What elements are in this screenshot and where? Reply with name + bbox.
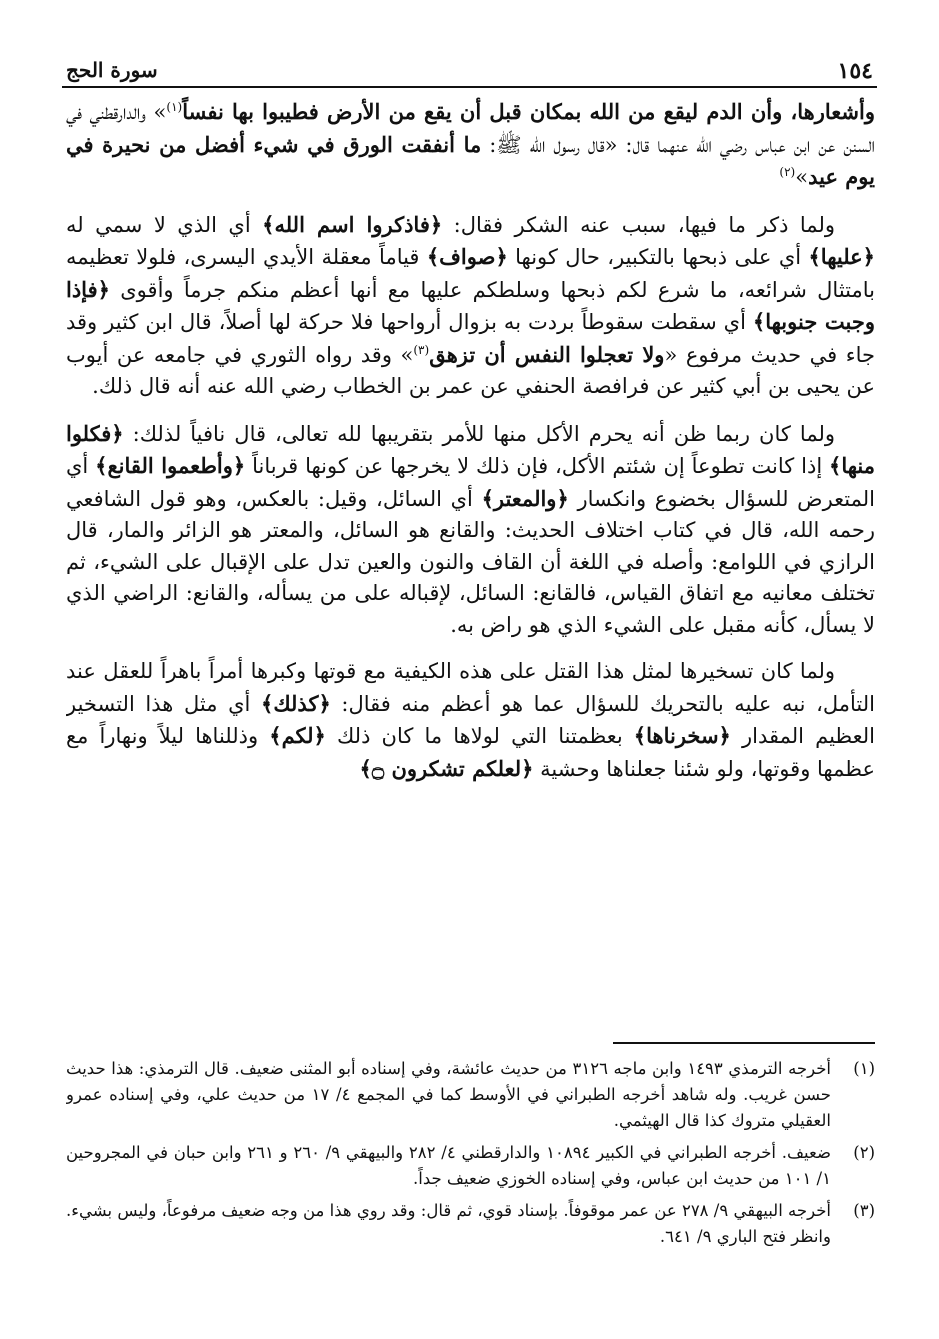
text-run: أي سقطت سقوطاً بردت به بزوال أرواحها فلا حركة لها أصلاً، قال ابن كثير وقد جاء في حديث مرفوع «	[66, 310, 875, 367]
footnote-reference: (٢)	[779, 165, 796, 179]
emphasized-text: ﴿عليها﴾	[808, 244, 875, 269]
text-run: أي على ذبحها بالتكبير، حال كونها	[507, 245, 809, 269]
footnote-text: ضعيف. أخرجه الطبراني في الكبير ١٠٨٩٤ والدارقطني ٤/ ٢٨٢ والبيهقي ٩/ ٢٦٠ و ٢٦١ وابن حبان في المجروحين ١/ ١٠١ من حديث ابن عباس، وفي إسناده الخوزي ضعيف جداً.	[66, 1143, 831, 1188]
paragraph	[66, 96, 875, 194]
emphasized-text: ﴿لعلكم تشكرون ۝﴾	[359, 755, 534, 781]
emphasized-text: ولا تعجلوا النفس أن تزهق	[429, 341, 665, 367]
page-number: ١٥٤	[837, 58, 873, 84]
footnote-number: (٣)	[853, 1201, 875, 1220]
paragraph	[66, 209, 875, 403]
text-run: أي السائل، وقيل: بالعكس، وهو قول الشافعي رحمه الله، قال في كتاب اختلاف الحديث: والقانع هو السائل، والمعتر هو الزائر والمار، قال الرازي في اللوامع: وأصله في اللغة أن القاف والنون والعين تدل على الإقبال على الشيء، ثم تختلف معانيه مع اتفاق القياس، فالقانع: السائل، لإقباله على من يسأله، والقانع: الراضي الذي لا يسأل، كأنه مقبل على الشيء الذي هو راض به.	[66, 486, 875, 637]
text-run: » وقد رواه الثوري في جامعه عن أيوب عن يحيى بن أبي كثير عن فرافصة الحنفي عن عمر بن الخطاب رضي الله عنه أنه قال ذلك.	[66, 342, 875, 398]
footnote	[66, 1140, 875, 1192]
emphasized-text: ﴿فاذكروا اسم الله﴾	[262, 211, 443, 237]
footnote	[66, 1056, 875, 1134]
emphasized-text: ﴿والمعتر﴾	[481, 485, 569, 511]
text-run: ولما ذكر ما فيها، سبب عنه الشكر فقال:	[442, 212, 835, 237]
footnote	[66, 1198, 875, 1250]
paragraph	[66, 418, 875, 642]
text-run: إذا كانت تطوعاً إن شئتم الأكل، فإن ذلك لا يخرجها عن كونها قرباناً	[245, 454, 830, 478]
footnote-number: (١)	[853, 1059, 875, 1078]
text-run: »	[795, 165, 809, 189]
footnote-text: أخرجه البيهقي ٩/ ٢٧٨ عن عمر موقوفاً. بإسناد قوي، ثم قال: وقد روي هذا من وجه ضعيف مرفوعاً، وليس بشيء. وانظر فتح الباري ٩/ ٦٤١.	[66, 1201, 831, 1246]
page-header	[62, 52, 877, 88]
paragraph	[66, 656, 875, 785]
text-run: أي الذي لا سمي له	[66, 212, 263, 237]
emphasized-text: ﴿لكم﴾	[269, 723, 326, 748]
text-run: أي مثل هذا التسخير العظيم المقدار	[66, 691, 875, 748]
footnote-divider	[613, 1042, 875, 1044]
footnote-number: (٢)	[853, 1143, 875, 1162]
surah-title: سورة الحج	[66, 58, 158, 82]
text-run: ولما كان ربما ظن أنه يحرم الأكل منها للأمر بتقريبها لله تعالى، قال نافياً لذلك:	[123, 421, 835, 446]
emphasized-text: وأشعارها، وأن الدم ليقع من الله بمكان قبل أن يقع من الأرض فطيبوا بها نفساً	[182, 99, 875, 124]
footnotes	[66, 1056, 875, 1306]
emphasized-text: ﴿وأطعموا القانع﴾	[95, 453, 246, 478]
text-run: أي المتعرض للسؤال بخضوع وانكسار	[66, 454, 875, 511]
text-run: ولما كان تسخيرها لمثل هذا القتل على هذه الكيفية مع قوتها وكبرها أمراً باهراً للعقل عند التأمل، نبه عليه بالتحريك للسؤال عما هو أعظم منه فقال:	[66, 659, 875, 716]
text-run: وذللناها ليلاً ونهاراً مع عظمها وقوتها، ولو شئنا جعلناها وحشية	[66, 724, 875, 781]
emphasized-text: ﴿كذلك﴾	[261, 690, 331, 716]
text-run: قياماً معقلة الأيدي اليسرى، فلولا تعظيمه بامتثال شرائعه، ما شرع لكم ذبحها وسلطكم عليها مع أنها أعظم منكم جرماً وأقوى	[66, 245, 875, 302]
text-run: بعظمتنا التي لولاها ما كان ذلك	[325, 724, 634, 748]
emphasized-text: ﴿سخرناها﴾	[633, 723, 731, 748]
footnote-text: أخرجه الترمذي ١٤٩٣ وابن ماجه ٣١٢٦ من حديث عائشة، وفي إسناده أبو المثنى ضعيف. قال الترمذي: هذا حديث حسن غريب. وله شاهد أخرجه الطبراني في الأوسط كما في المجمع ٤/ ١٧ من حديث علي، وفي إسناده عمرو العقيلي متروك كذا قال الهيثمي.	[66, 1059, 831, 1130]
text-run: » والدارقطني في السنن عن ابن عباس رضي الله عنهما قال: «قال رسول الله ﷺ:	[66, 100, 875, 157]
footnote-reference: (٣)	[413, 342, 430, 357]
emphasized-text: ﴿صواف﴾	[426, 244, 508, 269]
emphasized-text: ﴿فإذا وجبت جنوبها﴾	[66, 276, 875, 334]
emphasized-text: ﴿فكلوا منها﴾	[66, 420, 875, 478]
main-text	[66, 96, 875, 1026]
footnote-reference: (١)	[166, 100, 183, 114]
emphasized-text: ما أنفقت الورق في شيء أفضل من نحيرة في يوم عيد	[66, 131, 875, 189]
